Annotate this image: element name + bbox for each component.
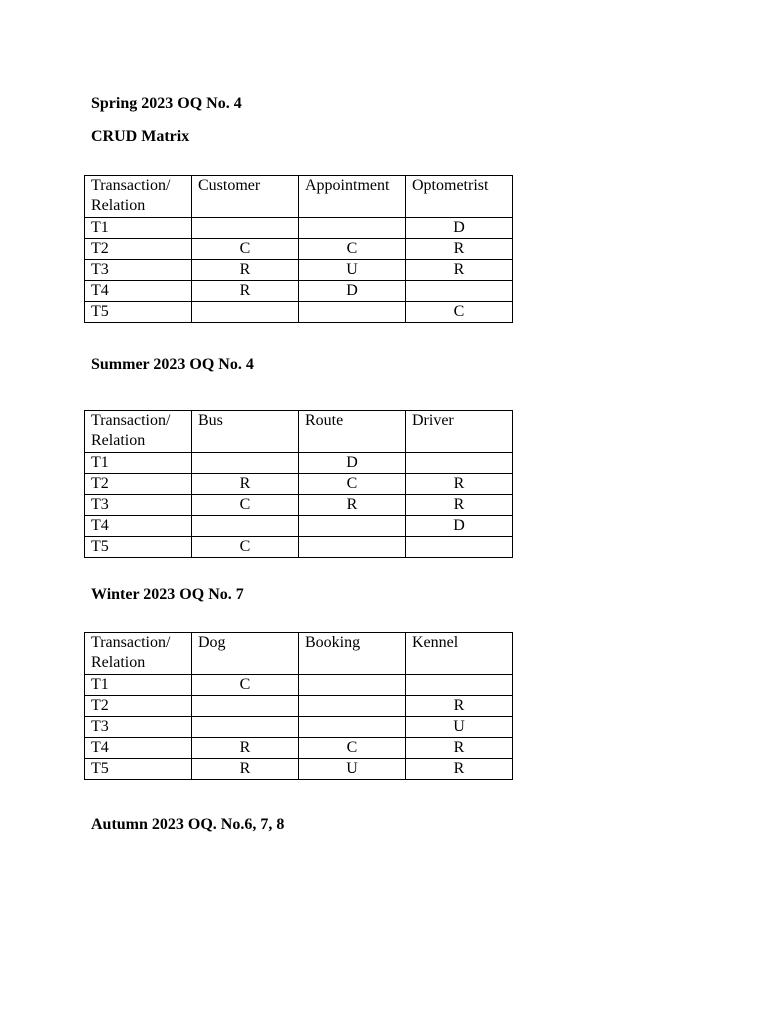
table-row <box>85 281 513 302</box>
row-label: T5 <box>85 759 192 780</box>
table-cell: U <box>406 717 513 738</box>
row-label: T2 <box>85 696 192 717</box>
table-cell <box>299 516 406 537</box>
crud-matrix-heading: CRUD Matrix <box>91 128 190 145</box>
table-row <box>85 302 513 323</box>
table-cell <box>192 696 299 717</box>
header-line-2: Relation <box>91 197 146 214</box>
table-cell <box>192 516 299 537</box>
row-label: T2 <box>85 474 192 495</box>
row-label: T3 <box>85 495 192 516</box>
table-cell: C <box>192 675 299 696</box>
table-header-row <box>85 176 513 218</box>
winter-2023-crud-table <box>84 632 513 780</box>
header-cell: Customer <box>192 176 299 218</box>
table-cell: C <box>299 474 406 495</box>
table-cell: R <box>406 696 513 717</box>
row-label: T4 <box>85 516 192 537</box>
table-cell <box>406 281 513 302</box>
row-label: T3 <box>85 717 192 738</box>
row-label: T5 <box>85 537 192 558</box>
table-row <box>85 696 513 717</box>
table-cell <box>299 696 406 717</box>
table-cell: R <box>192 738 299 759</box>
row-label: T1 <box>85 218 192 239</box>
row-label: T1 <box>85 675 192 696</box>
table-cell: R <box>192 260 299 281</box>
table-cell: C <box>192 537 299 558</box>
winter-2023-heading: Winter 2023 OQ No. 7 <box>91 586 244 603</box>
table-row <box>85 495 513 516</box>
header-cell: Dog <box>192 633 299 675</box>
row-label: T5 <box>85 302 192 323</box>
header-line-1: Transaction/ <box>91 634 171 651</box>
table-cell: R <box>192 281 299 302</box>
table-cell: D <box>406 516 513 537</box>
summer-2023-crud-table <box>84 410 513 558</box>
table-cell: D <box>299 453 406 474</box>
table-cell <box>192 302 299 323</box>
table-row <box>85 218 513 239</box>
table-cell: U <box>299 260 406 281</box>
header-cell: Driver <box>406 411 513 453</box>
table-cell <box>192 717 299 738</box>
table-row <box>85 717 513 738</box>
table-cell <box>192 453 299 474</box>
table-cell <box>299 537 406 558</box>
spring-2023-crud-table <box>84 175 513 323</box>
header-cell: Route <box>299 411 406 453</box>
row-label: T4 <box>85 281 192 302</box>
table-header-row <box>85 411 513 453</box>
table-cell: C <box>299 738 406 759</box>
header-cell-transaction-relation <box>85 633 192 675</box>
table-cell <box>406 675 513 696</box>
table-cell: D <box>299 281 406 302</box>
table-cell: R <box>406 759 513 780</box>
table-row <box>85 453 513 474</box>
header-cell: Bus <box>192 411 299 453</box>
table-cell: D <box>406 218 513 239</box>
table-cell: C <box>192 495 299 516</box>
table-cell <box>406 537 513 558</box>
table-cell: R <box>299 495 406 516</box>
table-row <box>85 759 513 780</box>
table-cell: C <box>192 239 299 260</box>
table-cell <box>299 302 406 323</box>
header-cell: Appointment <box>299 176 406 218</box>
row-label: T4 <box>85 738 192 759</box>
row-label: T2 <box>85 239 192 260</box>
table-cell: R <box>406 260 513 281</box>
table-cell: R <box>192 474 299 495</box>
header-cell: Booking <box>299 633 406 675</box>
table-cell: R <box>192 759 299 780</box>
table-row <box>85 675 513 696</box>
table-cell <box>299 218 406 239</box>
summer-2023-heading: Summer 2023 OQ No. 4 <box>91 356 254 373</box>
row-label: T3 <box>85 260 192 281</box>
header-cell: Kennel <box>406 633 513 675</box>
header-line-2: Relation <box>91 432 146 449</box>
table-row <box>85 738 513 759</box>
table-cell: R <box>406 474 513 495</box>
table-cell <box>406 453 513 474</box>
header-cell: Optometrist <box>406 176 513 218</box>
table-row <box>85 239 513 260</box>
table-row <box>85 537 513 558</box>
table-row <box>85 474 513 495</box>
table-cell: C <box>406 302 513 323</box>
autumn-2023-heading: Autumn 2023 OQ. No.6, 7, 8 <box>91 816 285 833</box>
table-cell: R <box>406 738 513 759</box>
header-line-1: Transaction/ <box>91 412 171 429</box>
table-cell: R <box>406 495 513 516</box>
spring-2023-heading: Spring 2023 OQ No. 4 <box>91 95 242 112</box>
table-cell: C <box>299 239 406 260</box>
table-cell <box>299 675 406 696</box>
row-label: T1 <box>85 453 192 474</box>
table-cell <box>299 717 406 738</box>
table-header-row <box>85 633 513 675</box>
header-line-1: Transaction/ <box>91 177 171 194</box>
table-cell <box>192 218 299 239</box>
header-cell-transaction-relation <box>85 411 192 453</box>
header-line-2: Relation <box>91 654 146 671</box>
table-cell: R <box>406 239 513 260</box>
table-row <box>85 516 513 537</box>
table-row <box>85 260 513 281</box>
header-cell-transaction-relation <box>85 176 192 218</box>
table-cell: U <box>299 759 406 780</box>
